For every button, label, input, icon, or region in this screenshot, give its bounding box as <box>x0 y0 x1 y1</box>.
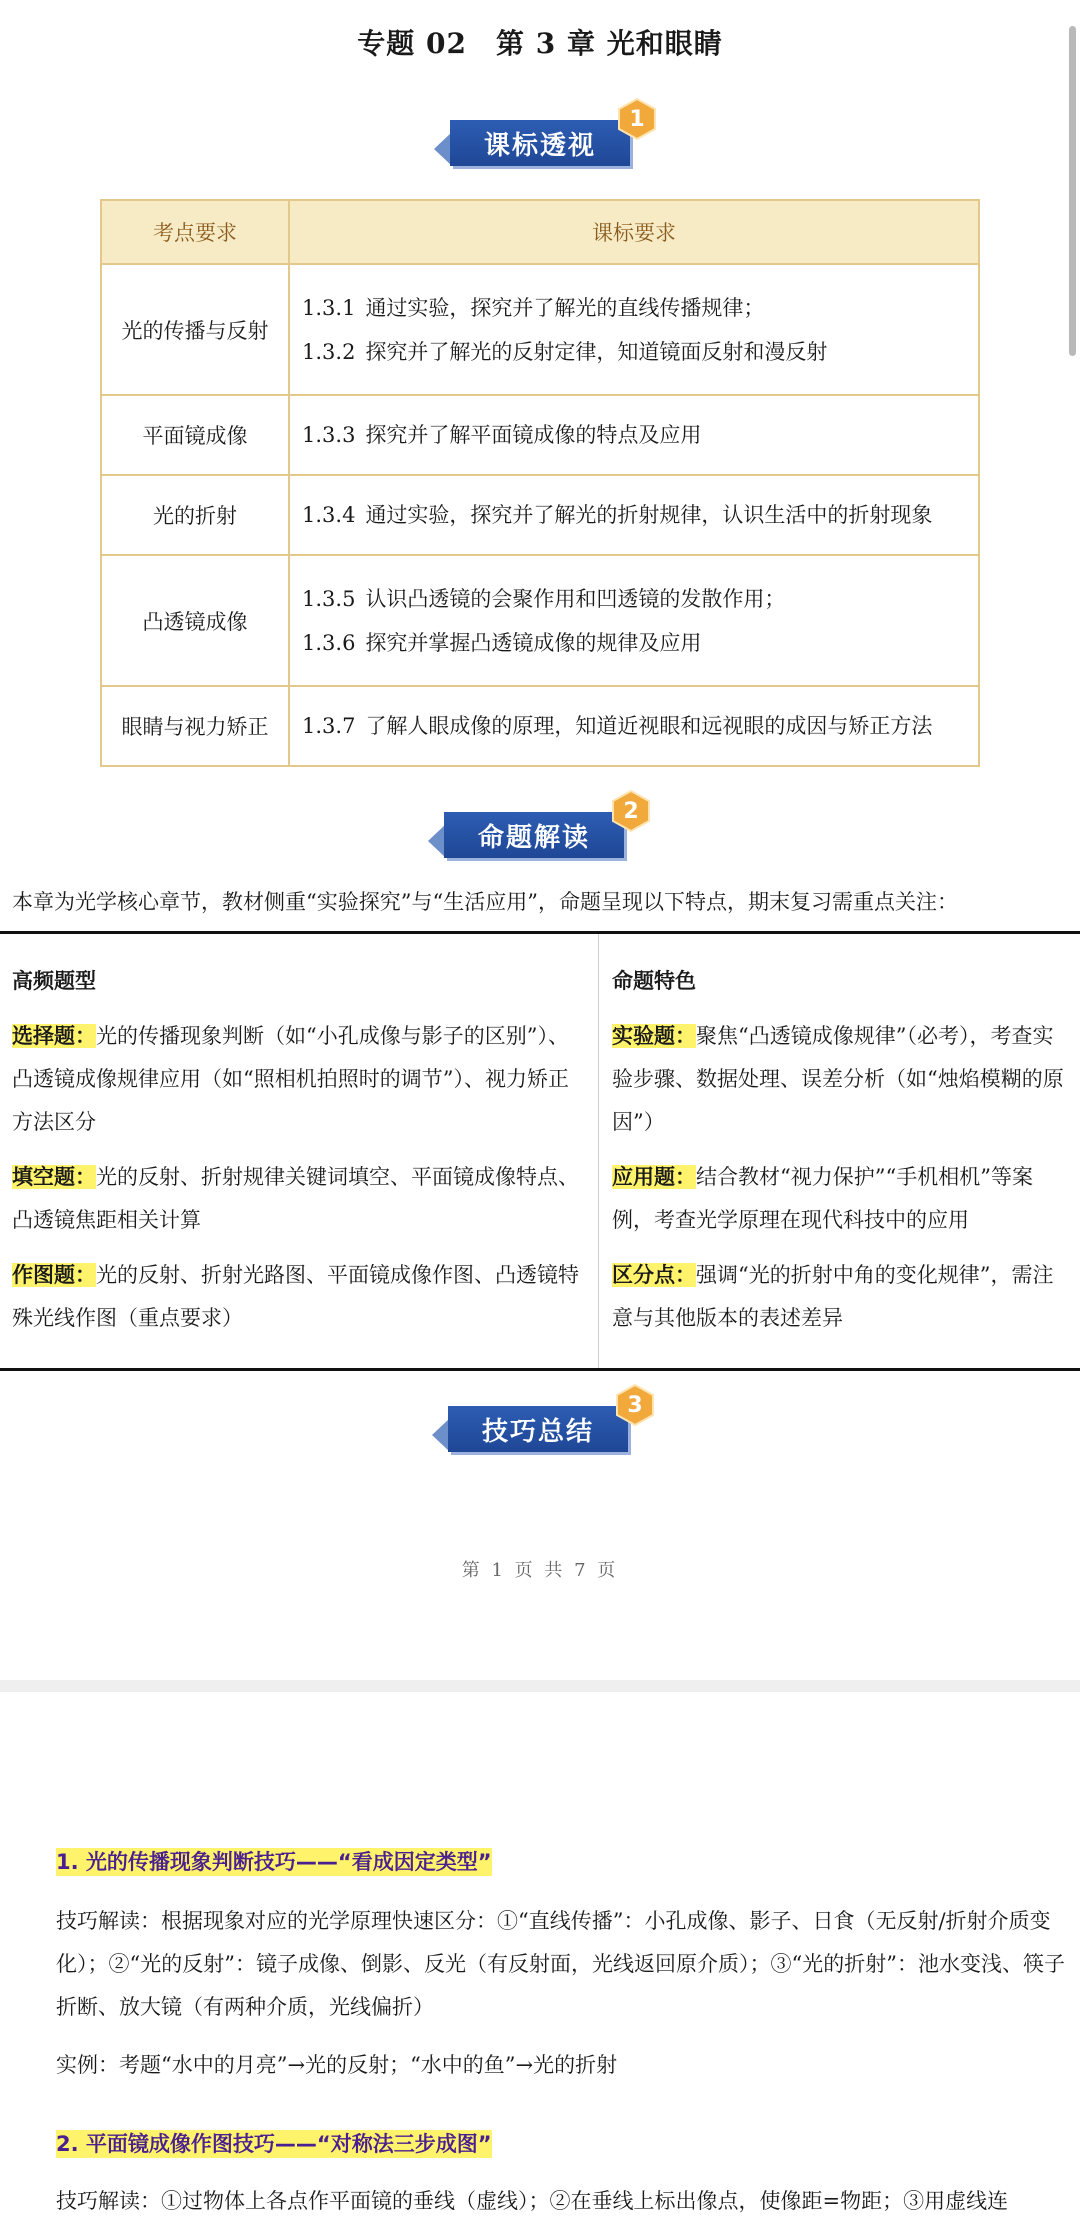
banner-label: 课标透视 <box>450 120 630 166</box>
hexagon-number-badge: 3 <box>614 1384 656 1426</box>
column-header: 高频题型 <box>12 969 96 993</box>
technique-paragraph: 技巧解读：①过物体上各点作平面镜的垂线（虚线）；②在垂线上标出像点，使像距=物距；③用虚线连 <box>56 2189 1009 2213</box>
topic-cell: 平面镜成像 <box>101 395 289 475</box>
topic-cell: 凸透镜成像 <box>101 555 289 686</box>
list-item: 作图题：光的反射、折射光路图、平面镜成像作图、凸透镜特殊光线作图（重点要求） <box>12 1263 579 1330</box>
table-row <box>101 686 979 766</box>
list-item: 实验题：聚焦“凸透镜成像规律”（必考），考查实验步骤、数据处理、误差分析（如“烛焰模糊的原因”） <box>612 1024 1064 1134</box>
section-banner-curriculum <box>434 98 674 170</box>
table-header: 考点要求 <box>101 200 289 264</box>
high-frequency-column <box>12 934 584 1340</box>
list-item: 选择题：光的传播现象判断（如“小孔成像与影子的区别”）、凸透镜成像规律应用（如“照相机拍照时的调节”）、视力矫正方法区分 <box>12 1024 569 1134</box>
topic-cell: 光的传播与反射 <box>101 264 289 395</box>
intro-text: 本章为光学核心章节，教材侧重“实验探究”与“生活应用”，命题呈现以下特点，期末复习需重点关注： <box>12 890 958 914</box>
characteristics-column <box>612 934 1074 1340</box>
item-label: 实验题： <box>612 1024 696 1048</box>
item-label: 作图题： <box>12 1263 96 1287</box>
page-title: 专题 02 第 3 章 光和眼睛 <box>357 27 723 60</box>
requirement-cell: 1.3.3 探究并了解平面镜成像的特点及应用 <box>289 395 979 475</box>
section-banner-analysis <box>428 790 668 862</box>
requirement-cell: 1.3.4 通过实验，探究并了解光的折射规律，认识生活中的折射现象 <box>289 475 979 555</box>
curriculum-table <box>100 199 980 767</box>
technique-example: 实例：考题“水中的月亮”→光的反射；“水中的鱼”→光的折射 <box>56 2053 618 2077</box>
table-header: 课标要求 <box>289 200 979 264</box>
table-row <box>101 475 979 555</box>
requirement-cell: 1.3.5 认识凸透镜的会聚作用和凹透镜的发散作用； 1.3.6 探究并掌握凸透镜成像的规律及应用 <box>289 555 979 686</box>
table-header-row <box>101 200 979 264</box>
list-item: 区分点：强调“光的折射中角的变化规律”，需注意与其他版本的表述差异 <box>612 1263 1054 1330</box>
table-row <box>101 395 979 475</box>
topic-cell: 光的折射 <box>101 475 289 555</box>
banner-label: 命题解读 <box>444 812 624 858</box>
scrollbar[interactable] <box>1066 0 1080 2225</box>
list-item: 填空题：光的反射、折射规律关键词填空、平面镜成像特点、凸透镜焦距相关计算 <box>12 1165 579 1232</box>
hexagon-number-badge: 1 <box>616 98 658 140</box>
hexagon-number-badge: 2 <box>610 790 652 832</box>
section-banner-techniques <box>432 1384 672 1456</box>
scrollbar-thumb[interactable] <box>1069 26 1076 356</box>
topic-cell: 眼睛与视力矫正 <box>101 686 289 766</box>
table-row <box>101 264 979 395</box>
technique-paragraph: 技巧解读：根据现象对应的光学原理快速区分：①“直线传播”：小孔成像、影子、日食（无反射/折射介质变化）；②“光的反射”：镜子成像、倒影、反光（有反射面，光线返回原介质）；③“光的折射”：池水变浅、筷子折断、放大镜（有两种介质，光线偏折） <box>56 1909 1065 2019</box>
item-label: 填空题： <box>12 1165 96 1189</box>
page-number: 第 1 页 共 7 页 <box>461 1560 619 1581</box>
banner-label: 技巧总结 <box>448 1406 628 1452</box>
page-separator <box>0 1680 1080 1692</box>
technique-title: 2. 平面镜成像作图技巧——“对称法三步成图” <box>56 2132 492 2156</box>
item-label: 区分点： <box>612 1263 696 1287</box>
item-label: 选择题： <box>12 1024 96 1048</box>
column-header: 命题特色 <box>612 969 696 993</box>
analysis-table <box>0 931 1080 1371</box>
list-item: 应用题：结合教材“视力保护”“手机相机”等案例，考查光学原理在现代科技中的应用 <box>612 1165 1033 1232</box>
column-divider <box>598 934 599 1368</box>
technique-title: 1. 光的传播现象判断技巧——“看成因定类型” <box>56 1850 492 1874</box>
table-row <box>101 555 979 686</box>
requirement-cell: 1.3.7 了解人眼成像的原理，知道近视眼和远视眼的成因与矫正方法 <box>289 686 979 766</box>
requirement-cell: 1.3.1 通过实验，探究并了解光的直线传播规律； 1.3.2 探究并了解光的反射定律，知道镜面反射和漫反射 <box>289 264 979 395</box>
item-label: 应用题： <box>612 1165 696 1189</box>
